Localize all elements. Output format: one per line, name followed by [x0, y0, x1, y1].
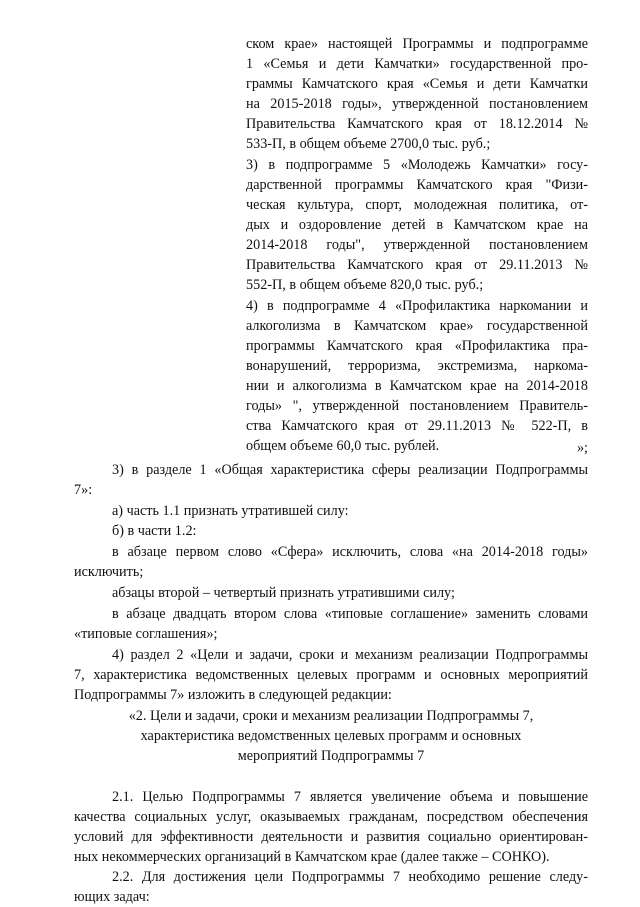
item-4-line-1: 4) раздел 2 «Цели и задачи, сроки и механизм реализации Подпрограммы	[112, 647, 588, 663]
item-a: а) часть 1.1 признать утратившей силу:	[112, 503, 349, 519]
item-b-first-line-2: исключить;	[74, 564, 144, 580]
quote-line: общем объеме 60,0 тыс. рублей.	[246, 438, 440, 454]
para-2-1-line-3: условий для эффективности деятельности и развития социально ориентирован-	[74, 829, 588, 845]
quote-line: алкоголизма в Камчатском крае» государственной	[246, 318, 588, 334]
item-4-line-3: Подпрограммы 7» изложить в следующей редакции:	[74, 687, 392, 703]
quote-line: на 2015-2018 годы», утвержденной постановлением	[246, 96, 588, 112]
item-b-third-line-1: в абзаце двадцать втором слова «типовые соглашение» заменить словами	[112, 606, 588, 622]
quote-line: дарственной программы Камчатского края "Физи-	[246, 177, 588, 193]
item-b-first-line-1: в абзаце первом слово «Сфера» исключить, слова «на 2014-2018 годы»	[112, 544, 588, 560]
para-2-1-line-4: ных некоммерческих организаций в Камчатском крае (далее также – СОНКО).	[74, 849, 550, 865]
para-2-1-line-2: качества социальных услуг, оказываемых гражданам, посредством обеспечения	[74, 809, 588, 825]
item-b-third-line-2: «типовые соглашения»;	[74, 626, 218, 642]
quote-line: Правительства Камчатского края от 18.12.2014 №	[246, 116, 588, 132]
quote-line: 533-П, в общем объеме 2700,0 тыс. руб.;	[246, 136, 491, 152]
item-4-line-2: 7, характеристика ведомственных целевых программ и основных мероприятий	[74, 667, 588, 683]
quote-line: Правительства Камчатского края от 29.11.2013 №	[246, 257, 588, 273]
para-2-2-line-2: ющих задач:	[74, 889, 150, 905]
item-3-line-2: 7»:	[74, 482, 93, 498]
quote-line: 552-П, в общем объеме 820,0 тыс. руб.;	[246, 277, 484, 293]
para-2-1-line-1: 2.1. Целью Подпрограммы 7 является увеличение объема и повышение	[112, 789, 588, 805]
quote-line: ском крае» настоящей Программы и подпрограмме	[246, 36, 588, 52]
quote-line: 1 «Семья и дети Камчатки» государственной про-	[246, 56, 588, 72]
quote-line: программы Камчатского края «Профилактика пра-	[246, 338, 588, 354]
section-heading-line-1: «2. Цели и задачи, сроки и механизм реализации Подпрограммы 7,	[128, 708, 534, 724]
item-b-second: абзацы второй – четвертый признать утратившими силу;	[112, 585, 455, 601]
quote-line: годы» ", утвержденной постановлением Правитель-	[246, 398, 588, 414]
quote-line: ства Камчатского края от 29.11.2013 № 522-П, в	[246, 418, 588, 434]
quote-line: 4) в подпрограмме 4 «Профилактика наркомании и	[246, 298, 588, 314]
item-3-line-1: 3) в разделе 1 «Общая характеристика сферы реализации Подпрограммы	[112, 462, 588, 478]
section-heading-line-3: мероприятий Подпрограммы 7	[237, 748, 425, 764]
closing-quote: »;	[576, 440, 588, 456]
quote-line: ческая культура, спорт, молодежная политика, от-	[246, 197, 588, 213]
quote-line: 2014-2018 годы", утвержденной постановлением	[246, 237, 588, 253]
item-b: б) в части 1.2:	[112, 523, 197, 539]
quote-line: 3) в подпрограмме 5 «Молодежь Камчатки» госу-	[246, 157, 588, 173]
quote-line: нии и алкоголизма в Камчатском крае на 2014-2018	[246, 378, 588, 394]
section-heading-line-2: характеристика ведомственных целевых программ и основных	[140, 728, 522, 744]
quote-line: дых и оздоровление детей в Камчатском крае на	[246, 217, 588, 233]
para-2-2-line-1: 2.2. Для достижения цели Подпрограммы 7 необходимо решение следу-	[112, 869, 588, 885]
quote-line: граммы Камчатского края «Семья и дети Камчатки	[246, 76, 588, 92]
quote-line: вонарушений, терроризма, экстремизма, наркома-	[246, 358, 588, 374]
